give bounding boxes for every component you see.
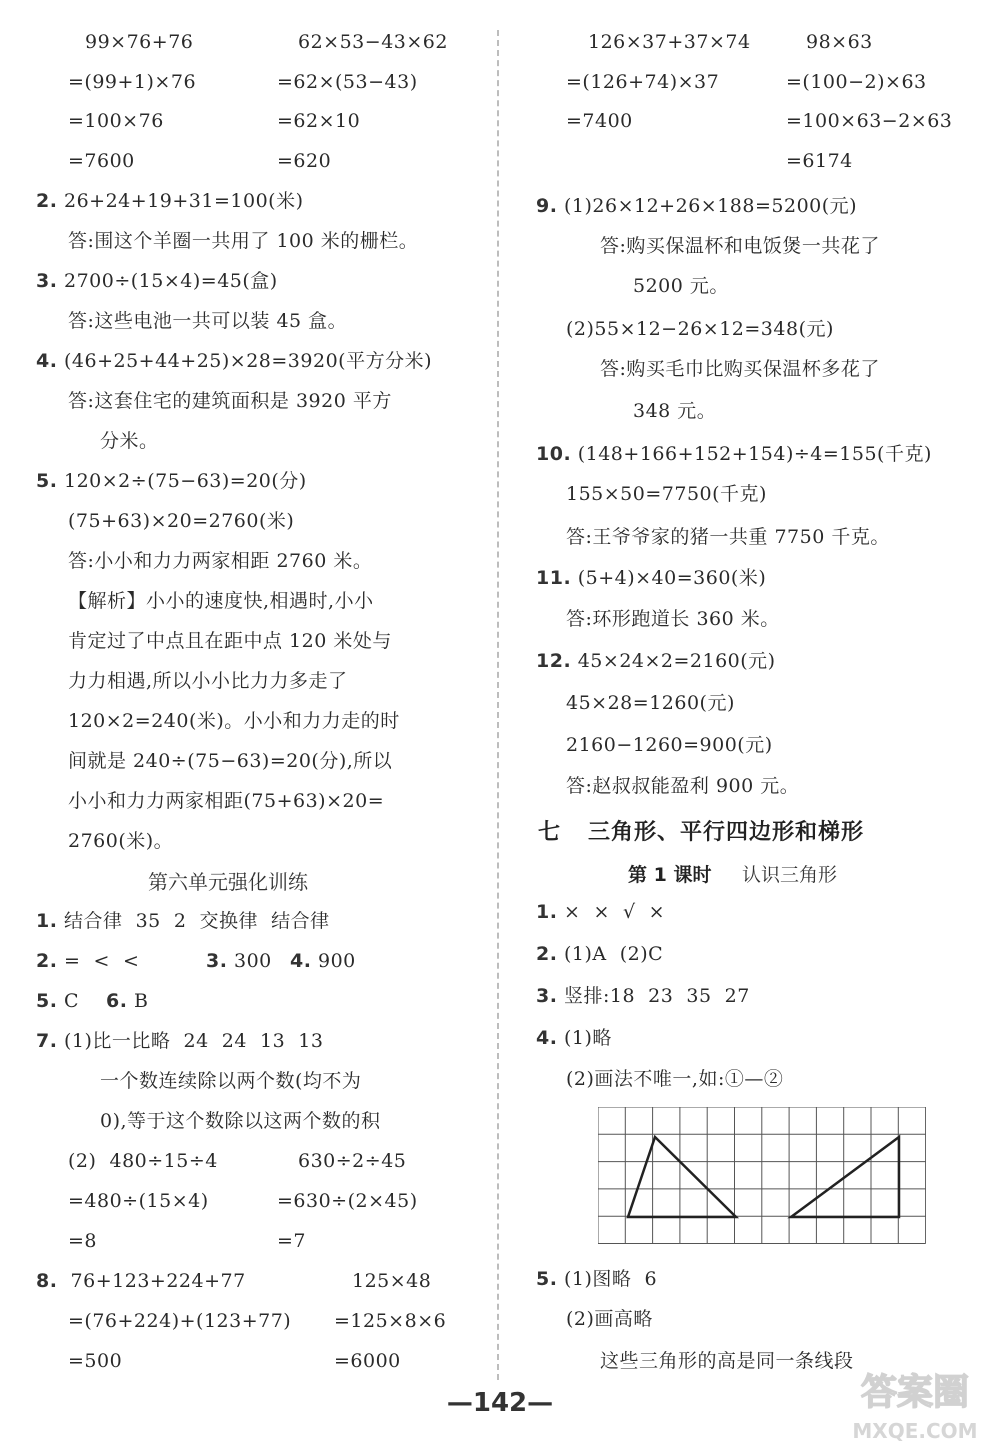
question-number: 12.: [536, 650, 572, 672]
answer-text: 【解析】小小的速度快,相遇时,小小: [68, 590, 374, 612]
right-line: [786, 149, 853, 173]
answer-text: =500: [68, 1350, 123, 1372]
answer-text: (46+25+44+25)×28=3920(平方分米): [64, 350, 432, 372]
right-line: [806, 30, 873, 54]
answer-text: =125×8×6: [334, 1310, 447, 1332]
column-divider: [497, 30, 499, 1380]
right-line: [633, 399, 716, 423]
question-number: 7.: [36, 1030, 58, 1052]
question-number: 5.: [536, 1268, 558, 1290]
answer-text: 竖排:18 23 35 27: [564, 985, 750, 1007]
left-line: [68, 1149, 218, 1173]
answer-text: 小小和力力两家相距(75+63)×20=: [68, 790, 385, 812]
left-line: [68, 1309, 291, 1333]
left-line: [106, 989, 148, 1013]
right-line: [600, 1349, 854, 1373]
left-line: [68, 829, 173, 853]
answer-text: =6174: [786, 150, 853, 172]
question-number: 4.: [290, 950, 312, 972]
right-line: [566, 525, 890, 549]
question-number: 3.: [206, 950, 228, 972]
answer-text: 45×24×2=2160(元): [577, 650, 776, 672]
answer-text: 348 元。: [633, 400, 717, 422]
answer-text: (2)画法不唯一,如:①—②: [566, 1068, 784, 1090]
answer-text: 76+123+224+77: [64, 1270, 246, 1292]
answer-text: (148+166+152+154)÷4=155(千克): [577, 443, 932, 465]
answer-text: (2)画高略: [566, 1308, 653, 1330]
answer-text: =(99+1)×76: [68, 71, 197, 93]
left-line: [68, 789, 384, 813]
answer-text: 45×28=1260(元): [566, 692, 735, 714]
answer-text: =7400: [566, 110, 633, 132]
question-number: 2.: [536, 943, 558, 965]
answer-text: C: [64, 990, 93, 1012]
left-line: [68, 709, 400, 733]
left-line: [36, 189, 303, 213]
right-line: [536, 900, 665, 924]
question-number: 2.: [36, 950, 58, 972]
answer-text: 125×48: [352, 1270, 432, 1292]
chapter7-title: 三角形、平行四边形和梯形: [588, 820, 865, 845]
answer-text: 630÷2÷45: [298, 1150, 407, 1172]
answer-text: (1)A (2)C: [564, 943, 664, 965]
right-line: [633, 274, 729, 298]
right-line: [588, 30, 751, 54]
answer-text: 155×50=7750(千克): [566, 483, 767, 505]
answer-text: =7600: [68, 150, 135, 172]
answer-text: 答:围这个羊圈一共用了 100 米的栅栏。: [68, 230, 419, 252]
answer-text: =480÷(15×4): [68, 1190, 209, 1212]
left-line: [68, 1229, 97, 1253]
right-line: [536, 1267, 657, 1291]
right-line: [600, 234, 880, 258]
answer-text: =(126+74)×37: [566, 71, 720, 93]
left-line: [36, 469, 307, 493]
answer-text: =6000: [334, 1350, 401, 1372]
left-line: [68, 1189, 209, 1213]
answer-text: B: [134, 990, 149, 1012]
answer-text: (1)比一比略 24 24 13 13: [64, 1030, 324, 1052]
answer-text: =62×(53−43): [277, 71, 418, 93]
left-line: [277, 149, 331, 173]
right-line: [566, 70, 719, 94]
question-number: 5.: [36, 990, 58, 1012]
answer-text: =100×76: [68, 110, 164, 132]
answer-text: 99×76+76: [85, 31, 194, 53]
answer-text: (2) 480÷15÷4: [68, 1150, 218, 1172]
answer-text: 2760(米)。: [68, 830, 174, 852]
left-line: [352, 1269, 431, 1293]
unit6-title: 第六单元强化训练: [148, 870, 308, 894]
left-line: [36, 269, 278, 293]
answer-text: 答:购买毛巾比购买保温杯多花了: [600, 358, 880, 380]
left-line: [298, 30, 448, 54]
answer-text: 5200 元。: [633, 275, 729, 297]
left-line: [290, 949, 356, 973]
answer-text: =630÷(2×45): [277, 1190, 418, 1212]
left-line: [100, 1109, 381, 1133]
answer-text: 一个数连续除以两个数(均不为: [100, 1070, 362, 1092]
right-line: [566, 109, 633, 133]
svg-text:MXQE.COM: MXQE.COM: [852, 1419, 978, 1443]
question-number: 3.: [36, 270, 58, 292]
left-line: [68, 509, 294, 533]
left-line: [36, 949, 153, 973]
right-line: [786, 70, 927, 94]
right-line: [536, 942, 663, 966]
right-line: [566, 1307, 653, 1331]
answer-text: × × √ ×: [564, 901, 666, 923]
left-line: [68, 629, 392, 653]
answer-text: (75+63)×20=2760(米): [68, 510, 295, 532]
right-line: [566, 1067, 783, 1091]
question-number: 9.: [536, 195, 558, 217]
right-line: [566, 691, 735, 715]
right-line: [786, 109, 952, 133]
right-line: [536, 442, 932, 466]
answer-text: (5+4)×40=360(米): [577, 567, 767, 589]
question-number: 1.: [36, 910, 58, 932]
answer-text: 分米。: [100, 430, 159, 452]
left-line: [68, 1349, 122, 1373]
answer-text: (1)26×12+26×188=5200(元): [564, 195, 858, 217]
answer-text: 126×37+37×74: [588, 31, 751, 53]
answer-text: (2)55×12−26×12=348(元): [566, 318, 834, 340]
answer-text: 120×2=240(米)。小小和力力走的时: [68, 710, 400, 732]
answer-text: 答:王爷爷家的猪一共重 7750 千克。: [566, 526, 890, 548]
right-line: [566, 317, 834, 341]
left-line: [68, 589, 374, 613]
right-line: [536, 194, 857, 218]
answer-text: 肯定过了中点且在距中点 120 米处与: [68, 630, 392, 652]
left-line: [85, 30, 193, 54]
answer-text: 300: [234, 950, 285, 972]
answer-text: 答:这套住宅的建筑面积是 3920 平方: [68, 390, 392, 412]
triangle-right: [791, 1137, 899, 1217]
left-line: [68, 109, 164, 133]
triangle-left: [628, 1137, 736, 1217]
answer-text: 答:环形跑道长 360 米。: [566, 608, 780, 630]
left-line: [68, 549, 372, 573]
answer-text: 26+24+19+31=100(米): [64, 190, 304, 212]
question-number: 6.: [106, 990, 128, 1012]
answer-text: (1)图略 6: [564, 1268, 658, 1290]
answer-text: 结合律 35 2 交换律 结合律: [64, 910, 330, 932]
left-line: [36, 349, 432, 373]
left-line: [277, 109, 360, 133]
question-number: 1.: [536, 901, 558, 923]
left-line: [68, 749, 392, 773]
question-number: 4.: [36, 350, 58, 372]
left-line: [68, 229, 418, 253]
question-number: 2.: [36, 190, 58, 212]
left-line: [36, 909, 330, 933]
lesson1-title: 认识三角形: [742, 864, 838, 886]
left-line: [68, 389, 392, 413]
left-line: [100, 429, 159, 453]
left-line: [68, 309, 347, 333]
left-line: [100, 1069, 361, 1093]
answer-text: =620: [277, 150, 332, 172]
lesson1-label: 第 1 课时: [628, 864, 712, 886]
right-line: [536, 984, 750, 1008]
left-line: [68, 669, 348, 693]
left-line: [277, 70, 418, 94]
watermark-logo: [835, 1360, 995, 1448]
triangle-grid-figure: [598, 1107, 926, 1244]
question-number: 5.: [36, 470, 58, 492]
svg-text:答案圈: 答案圈: [860, 1372, 970, 1413]
left-line: [36, 989, 92, 1013]
left-line: [68, 70, 196, 94]
left-line: [206, 949, 285, 973]
answer-text: 98×63: [806, 31, 873, 53]
left-line: [36, 1029, 323, 1053]
answer-text: 62×53−43×62: [298, 31, 448, 53]
left-line: [277, 1189, 418, 1213]
right-line: [536, 566, 766, 590]
question-number: 4.: [536, 1027, 558, 1049]
answer-text: =7: [277, 1230, 307, 1252]
left-line: [298, 1149, 406, 1173]
answer-text: 这些三角形的高是同一条线段: [600, 1350, 854, 1372]
right-line: [566, 733, 773, 757]
left-line: [334, 1309, 446, 1333]
answer-text: =(100−2)×63: [786, 71, 927, 93]
page-number: —142—: [446, 1388, 554, 1418]
question-number: 3.: [536, 985, 558, 1007]
answer-text: 0),等于这个数除以这两个数的积: [100, 1110, 381, 1132]
right-line: [600, 357, 880, 381]
question-number: 8.: [36, 1270, 58, 1292]
chapter7-number: 七: [538, 820, 561, 845]
answer-text: 120×2÷(75−63)=20(分): [64, 470, 307, 492]
answer-text: =100×63−2×63: [786, 110, 953, 132]
answer-text: 答:赵叔叔能盈利 900 元。: [566, 775, 800, 797]
answer-text: 答:这些电池一共可以装 45 盒。: [68, 310, 348, 332]
question-number: 11.: [536, 567, 572, 589]
right-line: [566, 607, 780, 631]
answer-text: 答:购买保温杯和电饭煲一共花了: [600, 235, 880, 257]
answer-text: =62×10: [277, 110, 361, 132]
right-line: [536, 649, 776, 673]
right-line: [536, 1026, 612, 1050]
left-line: [277, 1229, 306, 1253]
answer-text: 力力相遇,所以小小比力力多走了: [68, 670, 348, 692]
answer-text: =(76+224)+(123+77): [68, 1310, 292, 1332]
answer-text: 2160−1260=900(元): [566, 734, 773, 756]
answer-text: 2700÷(15×4)=45(盒): [64, 270, 278, 292]
answer-text: = < <: [64, 950, 153, 972]
answer-text: 答:小小和力力两家相距 2760 米。: [68, 550, 373, 572]
answer-text: =8: [68, 1230, 98, 1252]
right-line: [566, 774, 799, 798]
answer-text: (1)略: [564, 1027, 612, 1049]
left-line: [68, 149, 135, 173]
answer-text: 900: [318, 950, 356, 972]
answer-text: 间就是 240÷(75−63)=20(分),所以: [68, 750, 393, 772]
left-line: [334, 1349, 401, 1373]
left-line: [36, 1269, 246, 1293]
right-line: [566, 482, 767, 506]
question-number: 10.: [536, 443, 572, 465]
